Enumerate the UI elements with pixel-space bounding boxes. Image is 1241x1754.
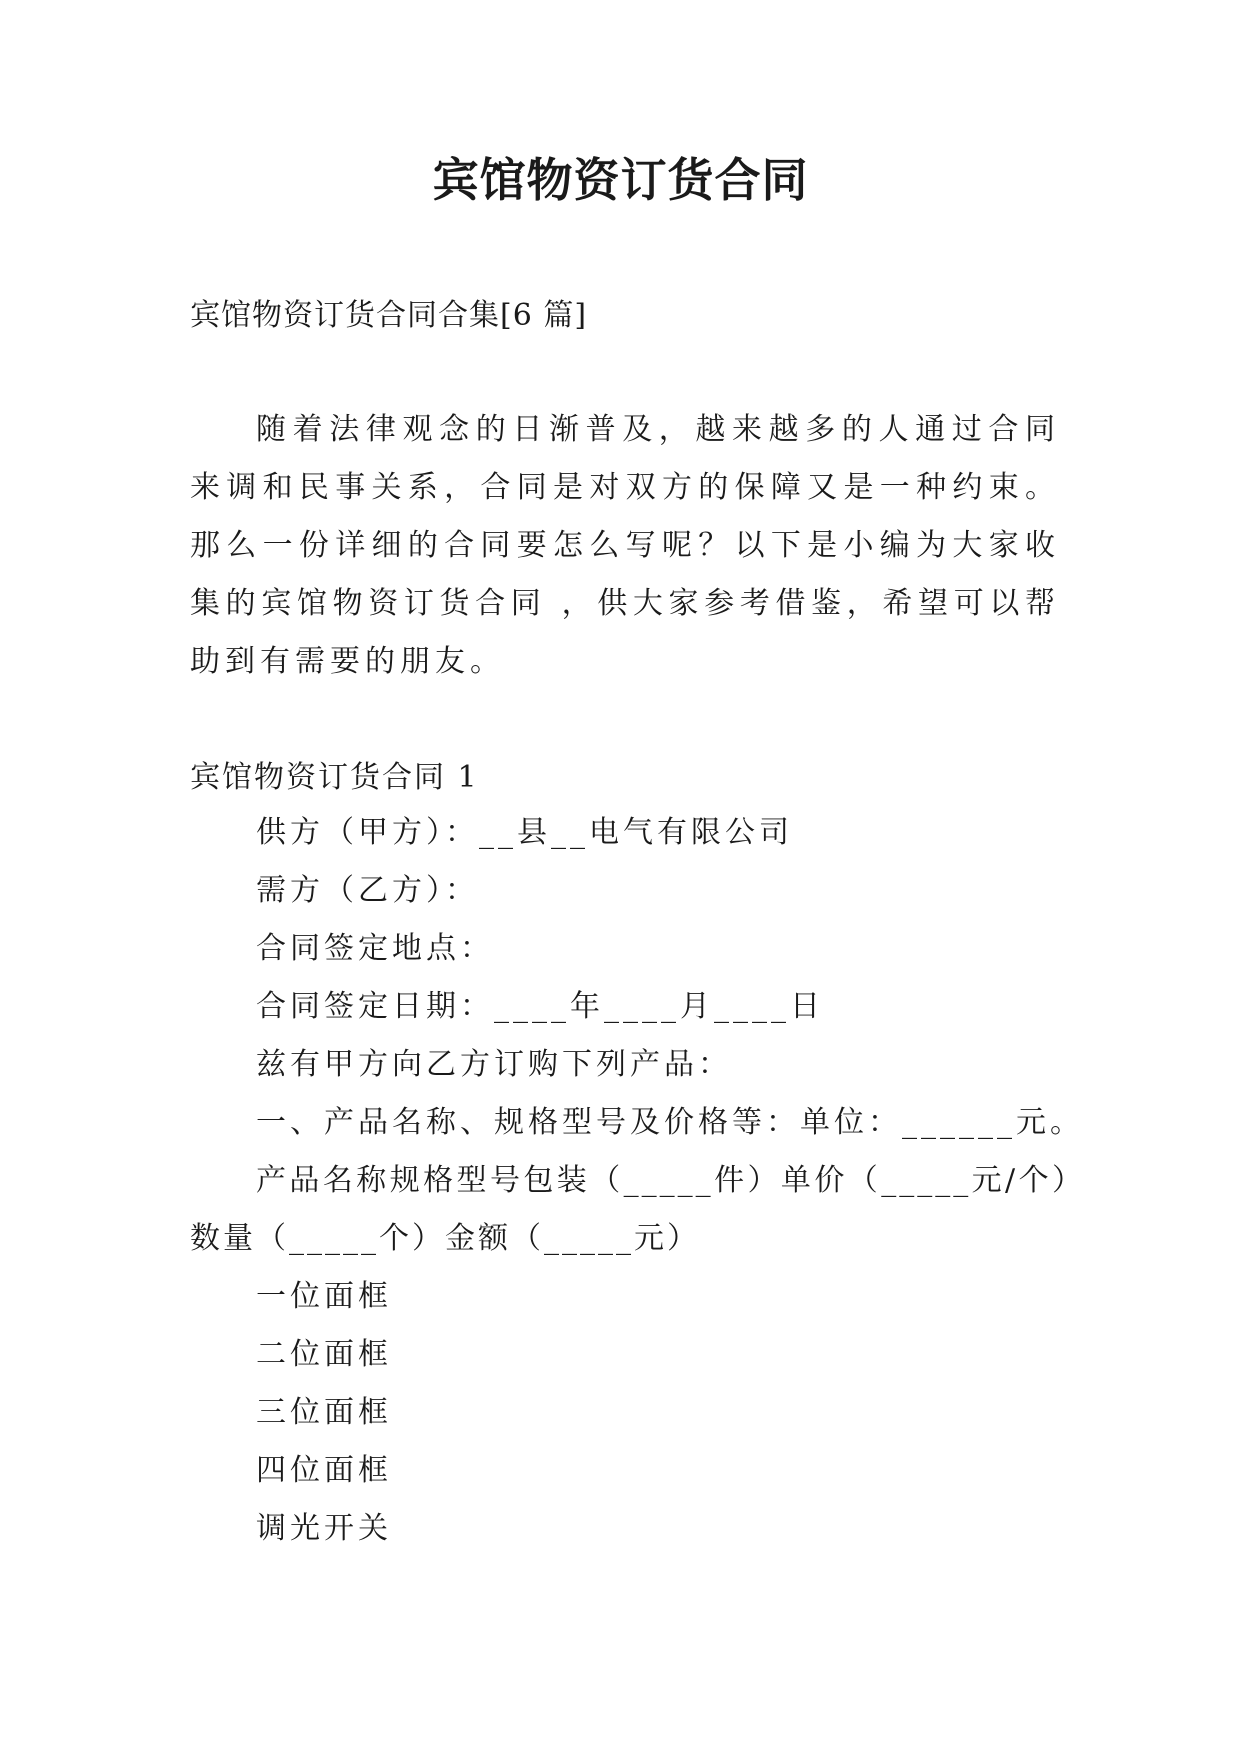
contract-heading: 宾馆物资订货合同 1 (190, 760, 479, 795)
contract-body (190, 804, 1084, 1558)
product-item: 二位面框 (256, 1337, 392, 1372)
intro-paragraph: 随着法律观念的日渐普及，越来越多的人通过合同来调和民事关系，合同是对双方的保障又是一种约束。那么一份详细的合同要怎么写呢？以下是小编为大家收集的宾馆物资订货合同 ，供大家参考借鉴，希望可以帮助到有需要的朋友。 (190, 412, 1060, 679)
document-title: 宾馆物资订货合同 (432, 153, 809, 207)
supplier-line: 供方（甲方）：__县__电气有限公司 (256, 815, 793, 850)
buyer-line: 需方（乙方）： (256, 873, 479, 908)
document-subtitle: 宾馆物资订货合同合集[6 篇] (190, 298, 588, 333)
product-item: 三位面框 (256, 1395, 392, 1430)
product-item: 调光开关 (256, 1511, 392, 1546)
product-item: 四位面框 (256, 1453, 392, 1488)
product-table-header: 产品名称规格型号包装（_____件）单价（_____元/个）数量（_____个）金额（_____元） (190, 1163, 1070, 1256)
order-statement-line: 兹有甲方向乙方订购下列产品： (256, 1047, 732, 1082)
signing-date-line: 合同签定日期：____年____月____日 (256, 989, 824, 1024)
signing-place-line: 合同签定地点： (256, 931, 494, 966)
product-spec-clause: 一、产品名称、规格型号及价格等：单位：______元。 (256, 1105, 1084, 1140)
product-item: 一位面框 (256, 1279, 392, 1314)
